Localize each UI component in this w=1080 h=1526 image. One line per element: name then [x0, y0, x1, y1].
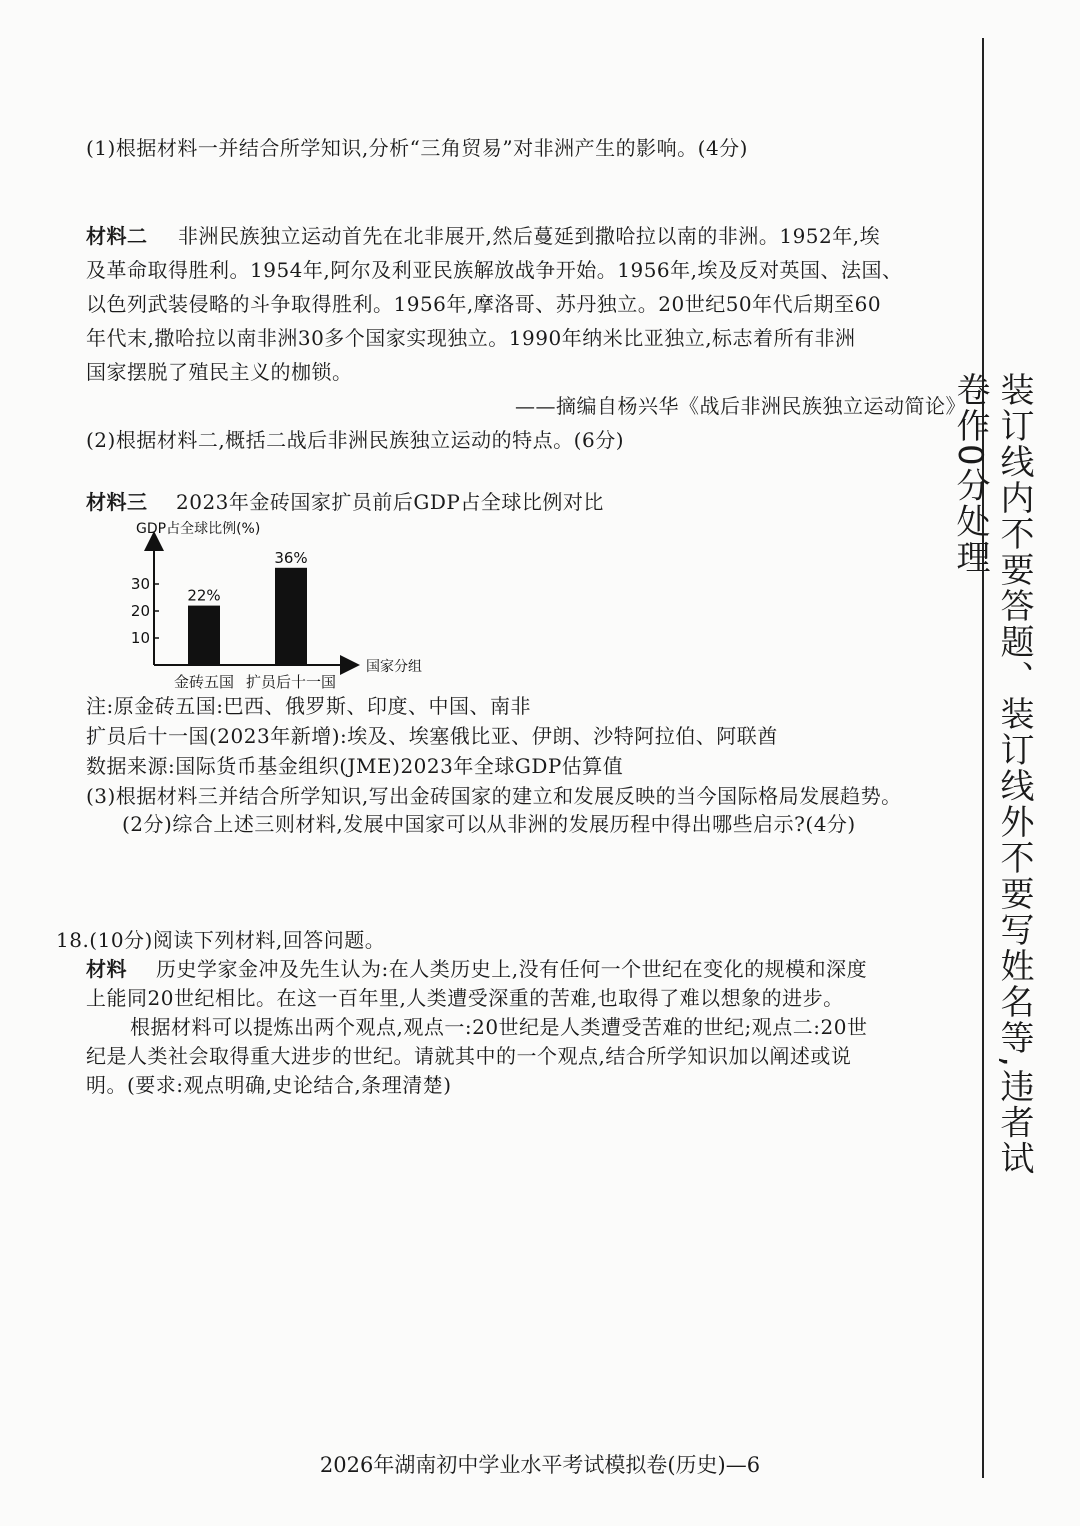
- page-footer: 2026年湖南初中学业水平考试模拟卷(历史)—6: [319, 1453, 761, 1477]
- material-2-line: 以色列武装侵略的斗争取得胜利。1956年,摩洛哥、苏丹独立。20世纪50年代后期至60: [86, 292, 882, 316]
- chart-note: 数据来源:国际货币基金组织(JME)2023年全球GDP估算值: [86, 754, 624, 778]
- y-tick-label: 20: [130, 602, 150, 620]
- question-18-material-label: 材料: [86, 957, 127, 981]
- y-tick-label: 10: [130, 629, 150, 647]
- bar: [275, 568, 307, 665]
- question-18-line: 根据材料可以提炼出两个观点,观点一:20世纪是人类遭受苦难的世纪;观点二:20世: [130, 1015, 868, 1039]
- question-1: (1)根据材料一并结合所学知识,分析“三角贸易”对非洲产生的影响。(4分): [86, 136, 748, 160]
- material-2-line: 及革命取得胜利。1954年,阿尔及利亚民族解放战争开始。1956年,埃及反对英国、法国、: [86, 258, 903, 282]
- material-3-label: 材料三: [86, 490, 148, 514]
- chart-note: 扩员后十一国(2023年新增):埃及、埃塞俄比亚、伊朗、沙特阿拉伯、阿联酋: [86, 724, 778, 748]
- chart-note: 注:原金砖五国:巴西、俄罗斯、印度、中国、南非: [86, 694, 531, 718]
- material-2-source: ——摘编自杨兴华《战后非洲民族独立运动简论》: [515, 394, 966, 418]
- material-2-line: 年代末,撒哈拉以南非洲30多个国家实现独立。1990年纳米比亚独立,标志着所有非洲: [86, 326, 856, 350]
- bar-value-label: 22%: [187, 586, 221, 605]
- question-18-line: 上能同20世纪相比。在这一百年里,人类遭受深重的苦难,也取得了难以想象的进步。: [86, 986, 844, 1010]
- y-axis-label: GDP占全球比例(%): [136, 521, 261, 537]
- question-3-continued: (2分)综合上述三则材料,发展中国家可以从非洲的发展历程中得出哪些启示?(4分): [122, 812, 856, 836]
- category-label: 金砖五国: [173, 673, 235, 690]
- material-3-title: 2023年金砖国家扩员前后GDP占全球比例对比: [176, 490, 604, 514]
- question-2: (2)根据材料二,概括二战后非洲民族独立运动的特点。(6分): [86, 428, 625, 452]
- question-18-line: 明。(要求:观点明确,史论结合,条理清楚): [86, 1073, 452, 1097]
- question-18-line: 历史学家金冲及先生认为:在人类历史上,没有任何一个世纪在变化的规模和深度: [156, 957, 868, 981]
- question-3: (3)根据材料三并结合所学知识,写出金砖国家的建立和发展反映的当今国际格局发展趋势。: [86, 784, 902, 808]
- gdp-bar-chart: [120, 515, 450, 690]
- bar-value-label: 36%: [274, 548, 308, 567]
- question-18-line: 纪是人类社会取得重大进步的世纪。请就其中的一个观点,结合所学知识加以阐述或说: [86, 1044, 852, 1068]
- category-label: 扩员后十一国: [245, 673, 337, 690]
- bar: [188, 606, 220, 665]
- material-2-label: 材料二: [86, 224, 148, 248]
- question-18-heading: 18.(10分)阅读下列材料,回答问题。: [56, 928, 386, 952]
- binding-notice: 装订线内不要答题、装订线外不要写姓名等,违者试卷作0分处理: [950, 372, 1034, 1177]
- binding-line: [982, 38, 984, 1478]
- material-2-line: 国家摆脱了殖民主义的枷锁。: [86, 360, 353, 384]
- x-axis-label: 国家分组: [366, 659, 422, 675]
- material-2-line: 非洲民族独立运动首先在北非展开,然后蔓延到撒哈拉以南的非洲。1952年,埃: [178, 224, 881, 248]
- y-tick-label: 30: [130, 575, 150, 593]
